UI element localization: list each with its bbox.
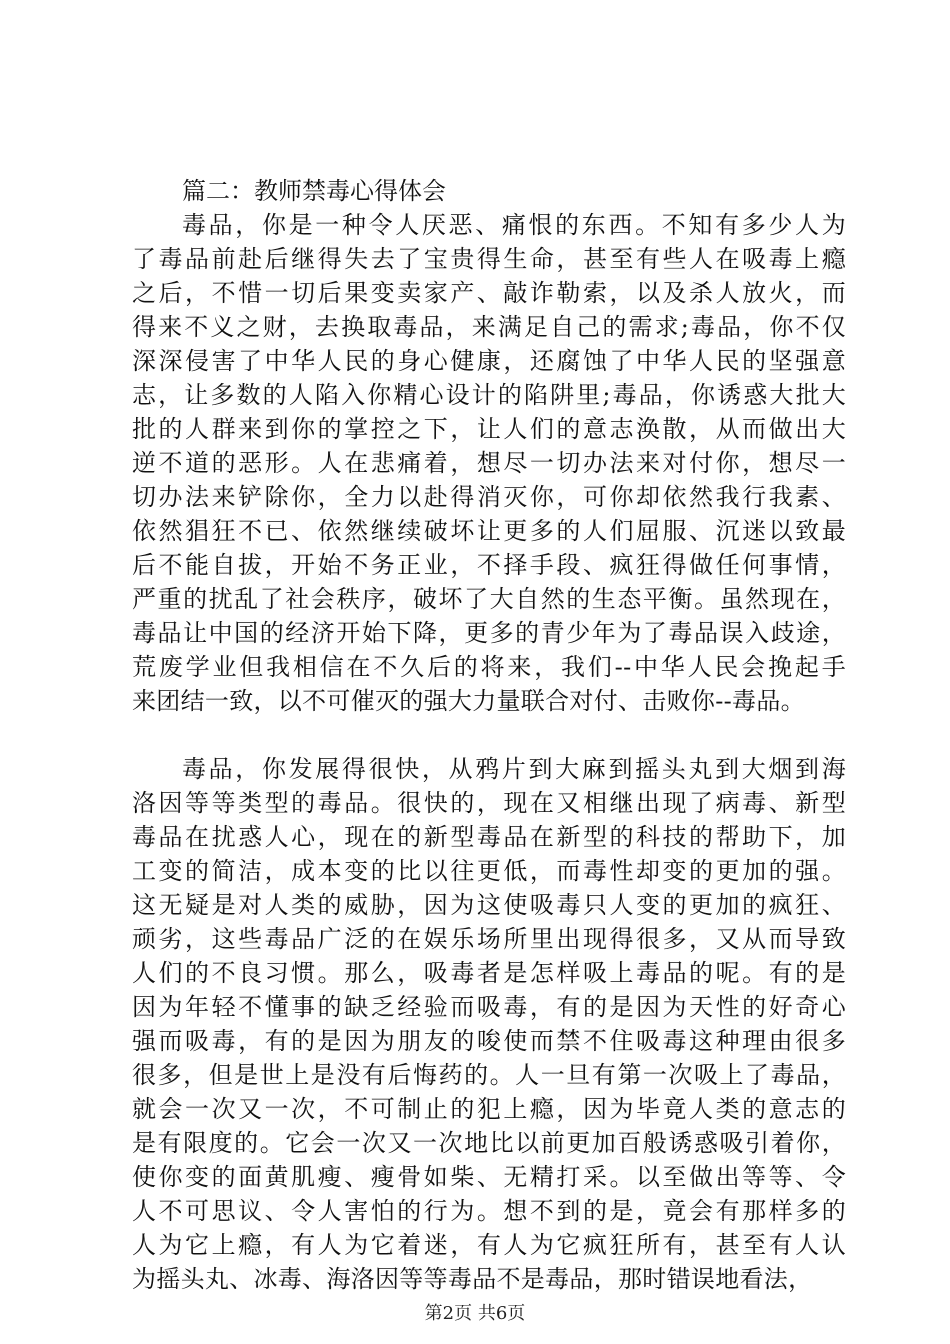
section-heading: 篇二：教师禁毒心得体会 bbox=[182, 177, 446, 205]
paragraph-line: 后不能自拔，开始不务正业，不择手段、疯狂得做任何事情， bbox=[132, 551, 846, 579]
paragraph-line: 人不可思议、令人害怕的行为。想不到的是，竟会有那样多的 bbox=[132, 1197, 846, 1225]
paragraph-line: 就会一次又一次，不可制止的犯上瘾，因为毕竟人类的意志的 bbox=[132, 1095, 846, 1123]
paragraph-line: 强而吸毒，有的是因为朋友的唆使而禁不住吸毒这种理由很多 bbox=[132, 1027, 846, 1055]
paragraph-line: 人为它上瘾，有人为它着迷，有人为它疯狂所有，甚至有人认 bbox=[132, 1231, 846, 1259]
paragraph-line: 荒废学业但我相信在不久后的将来，我们--中华人民会挽起手 bbox=[132, 653, 846, 681]
paragraph-line: 志，让多数的人陷入你精心设计的陷阱里;毒品，你诱惑大批大 bbox=[132, 381, 846, 409]
page-footer: 第2页 共6页 bbox=[424, 1303, 526, 1324]
paragraph-line: 得来不义之财，去换取毒品，来满足自己的需求;毒品，你不仅 bbox=[132, 313, 846, 341]
paragraph-line: 了毒品前赴后继得失去了宝贵得生命，甚至有些人在吸毒上瘾 bbox=[132, 245, 846, 273]
paragraph-line: 因为年轻不懂事的缺乏经验而吸毒，有的是因为天性的好奇心 bbox=[132, 993, 846, 1021]
paragraph-line: 使你变的面黄肌瘦、瘦骨如柴、无精打采。以至做出等等、令 bbox=[132, 1163, 846, 1191]
paragraph-line: 洛因等等类型的毒品。很快的，现在又相继出现了病毒、新型 bbox=[132, 789, 846, 817]
paragraph-line: 人们的不良习惯。那么，吸毒者是怎样吸上毒品的呢。有的是 bbox=[132, 959, 846, 987]
paragraph-line: 毒品让中国的经济开始下降，更多的青少年为了毒品误入歧途， bbox=[132, 619, 846, 647]
paragraph bbox=[132, 208, 846, 718]
paragraph bbox=[132, 752, 846, 1296]
paragraph-line: 是有限度的。它会一次又一次地比以前更加百般诱惑吸引着你， bbox=[132, 1129, 846, 1157]
paragraph-line: 很多，但是世上是没有后悔药的。人一旦有第一次吸上了毒品， bbox=[132, 1061, 846, 1089]
paragraph-line: 顽劣，这些毒品广泛的在娱乐场所里出现得很多，又从而导致 bbox=[132, 925, 846, 953]
paragraph-line: 深深侵害了中华人民的身心健康，还腐蚀了中华人民的坚强意 bbox=[132, 347, 846, 375]
paragraph-line: 为摇头丸、冰毒、海洛因等等毒品不是毒品，那时错误地看法， bbox=[132, 1265, 813, 1293]
document-body bbox=[132, 174, 846, 1296]
paragraph-line: 切办法来铲除你，全力以赴得消灭你，可你却依然我行我素、 bbox=[132, 483, 846, 511]
paragraph-line: 严重的扰乱了社会秩序，破坏了大自然的生态平衡。虽然现在， bbox=[132, 585, 846, 613]
paragraph-line: 这无疑是对人类的威胁，因为这使吸毒只人变的更加的疯狂、 bbox=[132, 891, 846, 919]
paragraph-line: 之后，不惜一切后果变卖家产、敲诈勒索，以及杀人放火，而 bbox=[132, 279, 846, 307]
paragraph-line: 工变的简洁，成本变的比以往更低，而毒性却变的更加的强。 bbox=[132, 857, 846, 885]
paragraph-line: 批的人群来到你的掌控之下，让人们的意志涣散，从而做出大 bbox=[132, 415, 846, 443]
paragraph-line: 依然猖狂不已、依然继续破坏让更多的人们屈服、沉迷以致最 bbox=[132, 517, 846, 545]
paragraph-list bbox=[132, 208, 846, 1296]
paragraph-line: 毒品，你是一种令人厌恶、痛恨的东西。不知有多少人为 bbox=[182, 211, 846, 239]
paragraph-line: 毒品，你发展得很快，从鸦片到大麻到摇头丸到大烟到海 bbox=[182, 755, 846, 783]
paragraph-line: 来团结一致，以不可催灭的强大力量联合对付、击败你--毒品。 bbox=[132, 687, 805, 715]
paragraph-line: 毒品在扰惑人心，现在的新型毒品在新型的科技的帮助下，加 bbox=[132, 823, 846, 851]
paragraph-line: 逆不道的恶形。人在悲痛着，想尽一切办法来对付你，想尽一 bbox=[132, 449, 846, 477]
